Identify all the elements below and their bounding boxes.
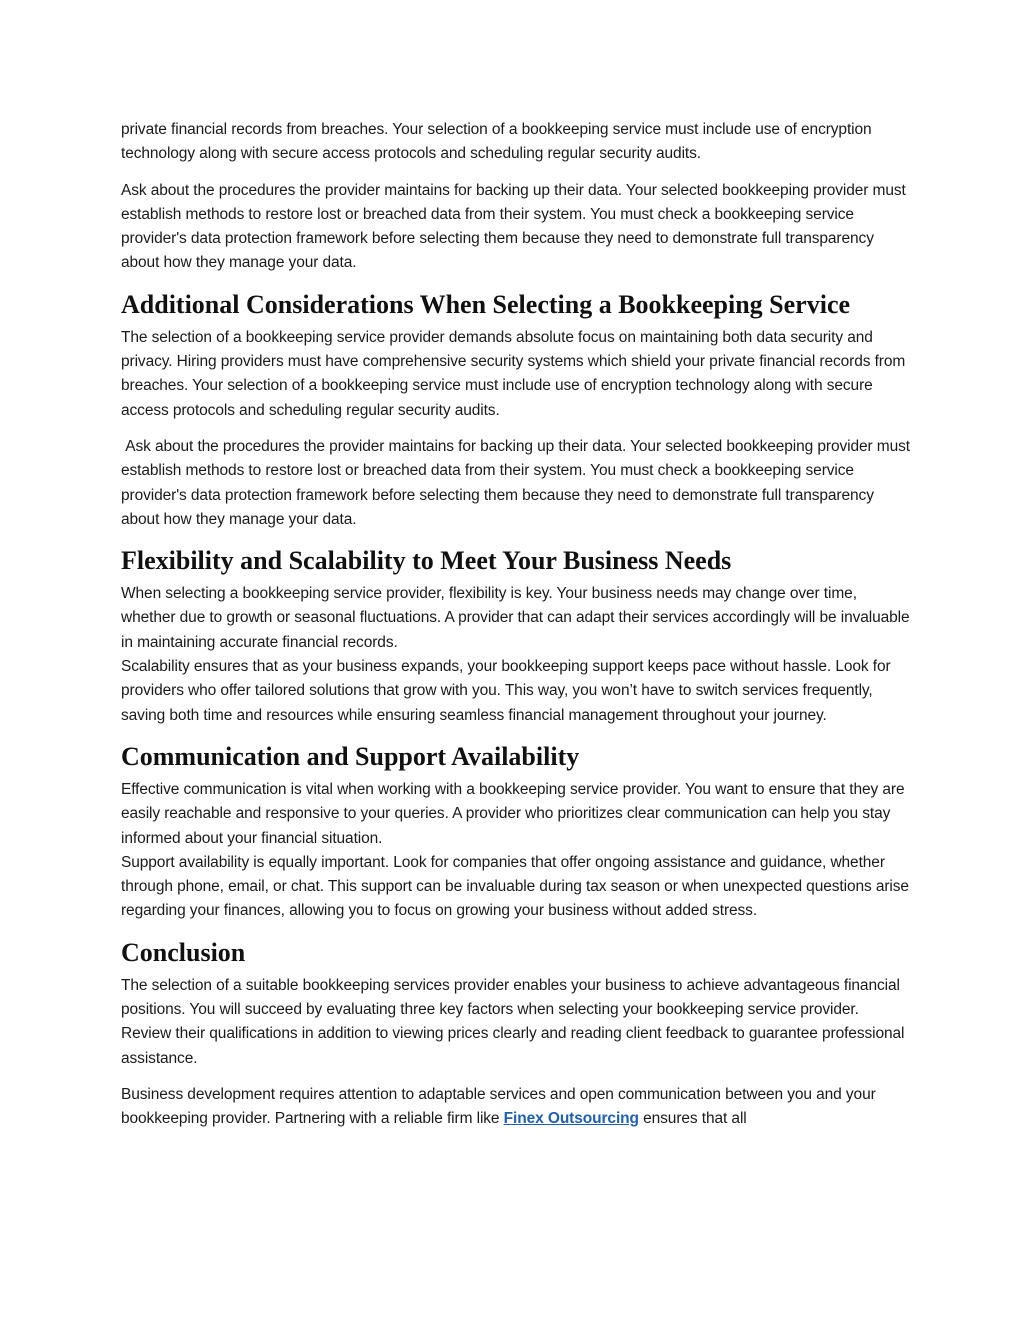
paragraph-flexibility: When selecting a bookkeeping service provider, flexibility is key. Your business needs may change over time, whether due to growth or seasonal fluctuations. A provider that can adapt their services accordingly will be invaluable in maintaining accurate financial records. <box>121 585 910 651</box>
paragraph-backup-procedures: Ask about the procedures the provider maintains for backing up their data. Your selected bookkeeping provider must establish methods to restore lost or breached data from their system. You must check a bookkeeping service provider's data protection framework before selecting them because they need to demonstrate full transparency about how they manage your data. <box>121 181 906 272</box>
paragraph-support-availability: Support availability is equally important. Look for companies that offer ongoing assistance and guidance, whether through phone, email, or chat. This support can be invaluable during tax season or when unexpected questions arise regarding your finances, allowing you to focus on growing your business without added stress. <box>121 853 909 920</box>
finex-outsourcing-link[interactable]: Finex Outsourcing <box>503 1110 639 1128</box>
heading-communication-support: Communication and Support Availability <box>121 741 580 771</box>
heading-conclusion: Conclusion <box>121 937 246 967</box>
heading-additional-considerations: Additional Considerations When Selecting a Bookkeeping Service <box>121 289 851 319</box>
paragraph-scalability: Scalability ensures that as your business expands, your bookkeeping support keeps pace without hassle. Look for providers who offer tailored solutions that grow with you. This way, you won’t have to switch services frequently, saving both time and resources while ensuring seamless financial management throughout your journey. <box>121 658 891 724</box>
paragraph-security-records: private financial records from breaches. Your selection of a bookkeeping service must include use of encryption technology along with secure access protocols and scheduling regular security audits. <box>121 121 872 163</box>
paragraph-text-before-link: Business development requires attention to adaptable services and open communication between you and your bookkeeping provider. Partnering with a reliable firm like <box>121 1085 876 1128</box>
paragraph-business-development <box>121 1083 911 1132</box>
heading-flexibility-scalability: Flexibility and Scalability to Meet Your Business Needs <box>121 546 732 576</box>
paragraph-text-after-link: ensures that all <box>638 1110 747 1128</box>
paragraph-backup-procedures-repeat: Ask about the procedures the provider maintains for backing up their data. Your selected bookkeeping provider must establish methods to restore lost or breached data from their system. You must check a bookkeeping service provider's data protection framework before selecting them because they need to demonstrate full transparency about how they manage your data. <box>121 437 915 528</box>
paragraph-security-privacy: The selection of a bookkeeping service provider demands absolute focus on maintaining both data security and privacy. Hiring providers must have comprehensive security systems which shield your private financial records from breaches. Your selection of a bookkeeping service must include use of encryption technology along with secure access protocols and scheduling regular security audits. <box>121 328 906 419</box>
paragraph-conclusion: The selection of a suitable bookkeeping services provider enables your business to achieve advantageous financial positions. You will succeed by evaluating three key factors when selecting your bookkeeping service provider. Review their qualifications in addition to viewing prices clearly and reading client feedback to guarantee professional assistance. <box>121 976 905 1067</box>
paragraph-communication: Effective communication is vital when working with a bookkeeping service provider. You want to ensure that they are easily reachable and responsive to your queries. A provider who prioritizes clear communication can help you stay informed about your financial situation. <box>121 780 905 847</box>
document-page <box>121 118 915 1144</box>
